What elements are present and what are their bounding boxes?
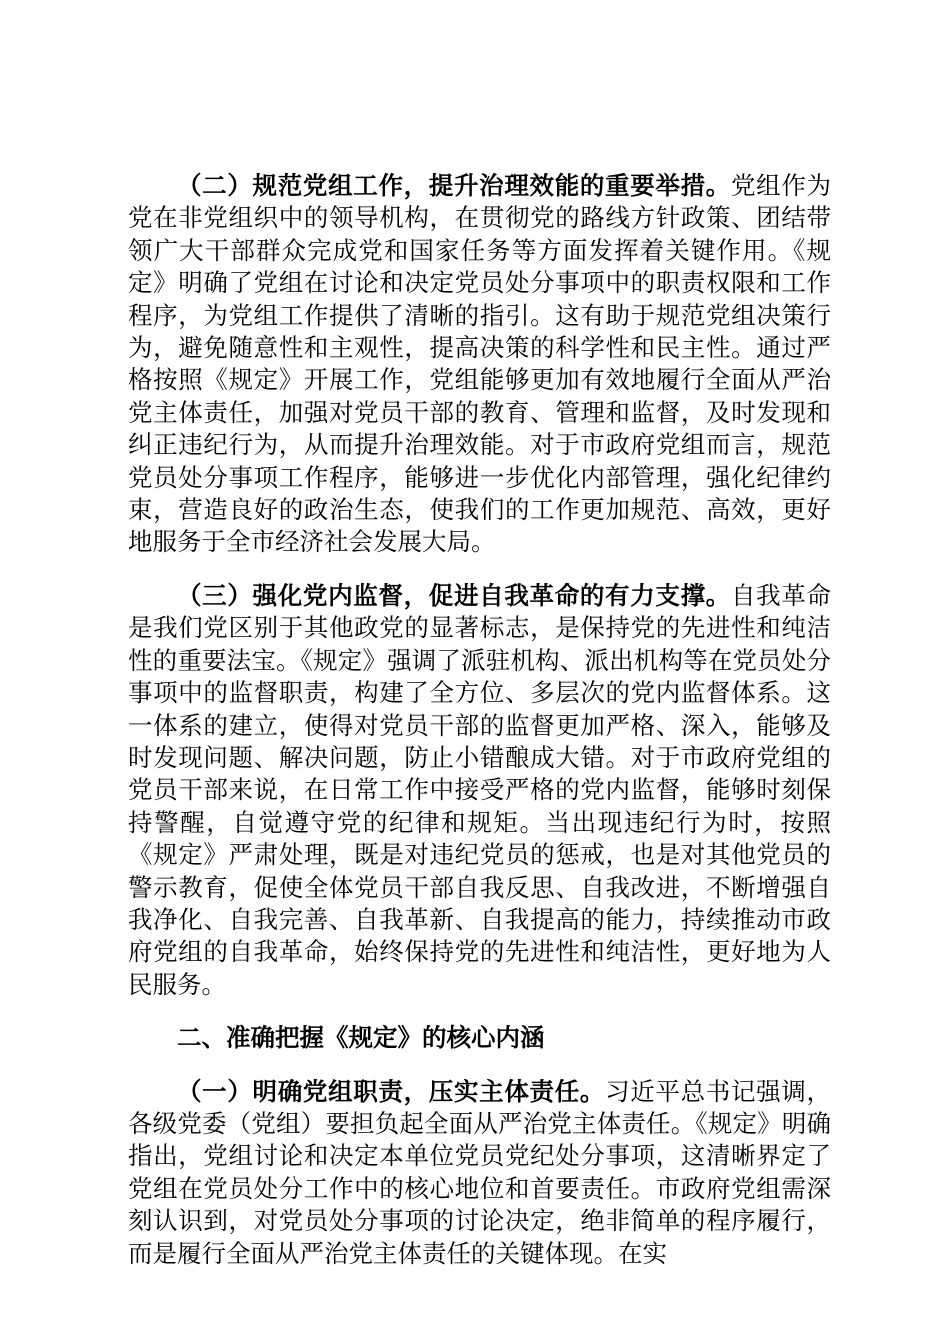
paragraph-heading: （二）规范党组工作，提升治理效能的重要举措。 bbox=[177, 171, 731, 200]
paragraph-body: 习近平总书记强调，各级党委（党组）要担负起全面从严治党主体责任。《规定》明确指出，党组讨论和决定本单位党员党纪处分事项，这清晰界定了党组在党员处分工作中的核心地位和首要责任。市政府党组需深刻认识到，对党员处分事项的讨论决定，绝非简单的程序履行，而是履行全面从严治党主体责任的关键体现。在实 bbox=[128, 1076, 832, 1268]
paragraph-2-regulate-party-group bbox=[128, 170, 831, 559]
paragraph-body: 自我革命是我们党区别于其他政党的显著标志，是保持党的先进性和纯洁性的重要法宝。《规定》强调了派驻机构、派出机构等在党员处分事项中的监督职责，构建了全方位、多层次的党内监督体系。这一体系的建立，使得对党员干部的监督更加严格、深入，能够及时发现问题、解决问题，防止小错酿成大错。对于市政府党组的党员干部来说，在日常工作中接受严格的党内监督，能够时刻保持警醒，自觉遵守党的纪律和规矩。当出现违纪行为时，按照《规定》严肃处理，既是对违纪党员的惩戒，也是对其他党员的警示教育，促使全体党员干部自我反思、自我改进，不断增强自我净化、自我完善、自我革新、自我提高的能力，持续推动市政府党组的自我革命，始终保持党的先进性和纯洁性，更好地为人民服务。 bbox=[128, 580, 832, 999]
paragraph-body: 党组作为党在非党组织中的领导机构，在贯彻党的路线方针政策、团结带领广大干部群众完成党和国家任务等方面发挥着关键作用。《规定》明确了党组在讨论和决定党员处分事项中的职责权限和工作程序，为党组工作提供了清晰的指引。这有助于规范党组决策行为，避免随意性和主观性，提高决策的科学性和民主性。通过严格按照《规定》开展工作，党组能够更加有效地履行全面从严治党主体责任，加强对党员干部的教育、管理和监督，及时发现和纠正违纪行为，从而提升治理效能。对于市政府党组而言，规范党员处分事项工作程序，能够进一步优化内部管理，强化纪律约束，营造良好的政治生态，使我们的工作更加规范、高效，更好地服务于全市经济社会发展大局。 bbox=[128, 171, 832, 557]
paragraph-3-strengthen-supervision bbox=[128, 580, 831, 1001]
paragraph-1-clarify-responsibility bbox=[128, 1076, 831, 1270]
paragraph-heading: （一）明确党组职责，压实主体责任。 bbox=[177, 1076, 606, 1106]
paragraph-heading: （三）强化党内监督，促进自我革命的有力支撑。 bbox=[177, 580, 731, 610]
section-title: 二、准确把握《规定》的核心内涵 bbox=[177, 1023, 545, 1053]
document-page bbox=[128, 170, 831, 1291]
